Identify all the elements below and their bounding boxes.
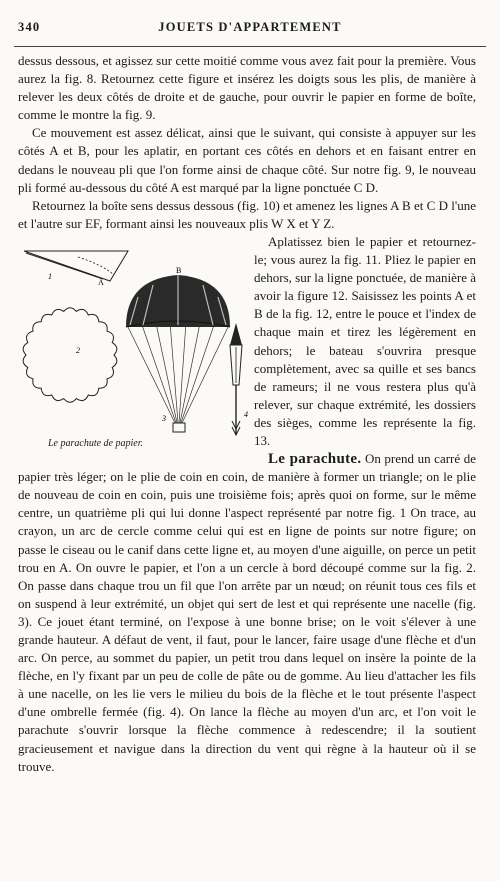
fig4-number: 4 [244, 409, 248, 419]
section-heading-parachute: Le parachute. [268, 451, 362, 468]
fig2-cut-circle [23, 308, 117, 403]
paragraph-5 [18, 450, 476, 776]
page-number: 340 [18, 20, 41, 34]
paragraph-5-text: On prend un carré de papier très léger; on le plie de coin en coin, de manière à former un triangle; on le plie de nouveau de coin en coin, puis une troisième fois; après quoi on forme, sur le même centre, un quatrième pli qui lui donne l'aspect représenté par notre fig. 1 On trace, au crayon, un arc de cercle comme celui qui est en ligne de points sur notre figure; on passe le ciseau ou le canif dans cette ligne et, au moyen d'une aiguille, on perce un petit trou en A. On ouvre le papier, et l'on a un cercle à bord découpé comme sur la fig. 2. On passe dans chaque trou un fil que l'on arrête par un nœud; on réunit tous ces fils et on suspend à leur extrémité, un objet qui sert de lest et qui représente une nacelle (fig. 3). Ce jouet étant terminé, on l'expose à une bonne brise; on le voit s'élever à une grande hauteur. A défaut de vent, il faut, pour le lancer, faire usage d'une flèche et d'un arc. On perce, au sommet du papier, un petit trou dans lequel on insère la pointe de la flèche, en l'y fixant par un peu de colle de pâte ou de gomme. Au lieu d'attacher les fils à une nacelle, on les lie vers le milieu du bois de la flèche et le tout présente l'aspect d'une ombrelle fermée (fig. 4). On lance la flèche au moyen d'un arc, et l'on voit le parachute s'ouvrir lorsque la flèche commence à redescendre; il la soutient gracieusement et navigue dans la direction du vent qui règne à la hauteur où il se trouve. [18, 451, 476, 774]
fig1-point-a: A [98, 277, 104, 287]
paragraph-4: Aplatissez bien le papier et retournez-le; vous aurez la fig. 11. Pliez le papier en dehors, sur la ligne ponctuée, de manière à avoir la figure 12. Saisissez les points A et B de la fig. 12, entre le pouce et l'index de chaque main et tirez les légèrement en dehors; le bateau s'ouvrira presque complètement, avec sa quille et ses bancs de rameurs; il ne vous restera plus qu'à relever, sur chaque extrémité, les dossiers des sièges, comme les représente la fig. 13. [254, 233, 476, 448]
figure-caption: Le parachute de papier. [48, 437, 143, 449]
fig1-number: 1 [48, 271, 52, 281]
paragraph-1: dessus dessous, et agissez sur cette moitié comme vous avez fait pour la première. Vous aurez la fig. 8. Retournez cette figure et insérez les doigts sous les plis, de manière à relever les deux côtés de droite et de gauche, pour ouvrir le papier en forme de boîte, comme le montre la fig. 9. [18, 53, 476, 123]
parachute-figure-svg [18, 235, 246, 453]
fig3-number: 3 [162, 413, 166, 423]
header-rule [14, 46, 486, 47]
paragraph-3: Retournez la boîte sens dessus dessous (fig. 10) et amenez les lignes A B et C D l'une et l'autre sur EF, formant ainsi les nouveaux plis W X et Y Z. [18, 197, 476, 231]
fig1-folded-paper [24, 251, 128, 287]
fig2-number: 2 [76, 345, 80, 355]
running-title: JOUETS D'APPARTEMENT [158, 20, 342, 34]
fig4-arrow-parachute [230, 323, 248, 435]
fig3-point-b: B [176, 265, 182, 275]
fig3-open-parachute [126, 266, 230, 432]
paragraph-2: Ce mouvement est assez délicat, ainsi que le suivant, qui consiste à appuyer sur les côtés A et B, pour les aplatir, en portant ces côtés en dehors et en faisant entrer en dedans le nouveau pli que l'on forme ainsi de chaque côté. Sur notre fig. 9, le nouveau pli formé au-dessous du côté A est marqué par la ligne ponctuée C D. [18, 125, 476, 195]
page-body [18, 52, 476, 776]
parachute-illustration [18, 235, 246, 453]
